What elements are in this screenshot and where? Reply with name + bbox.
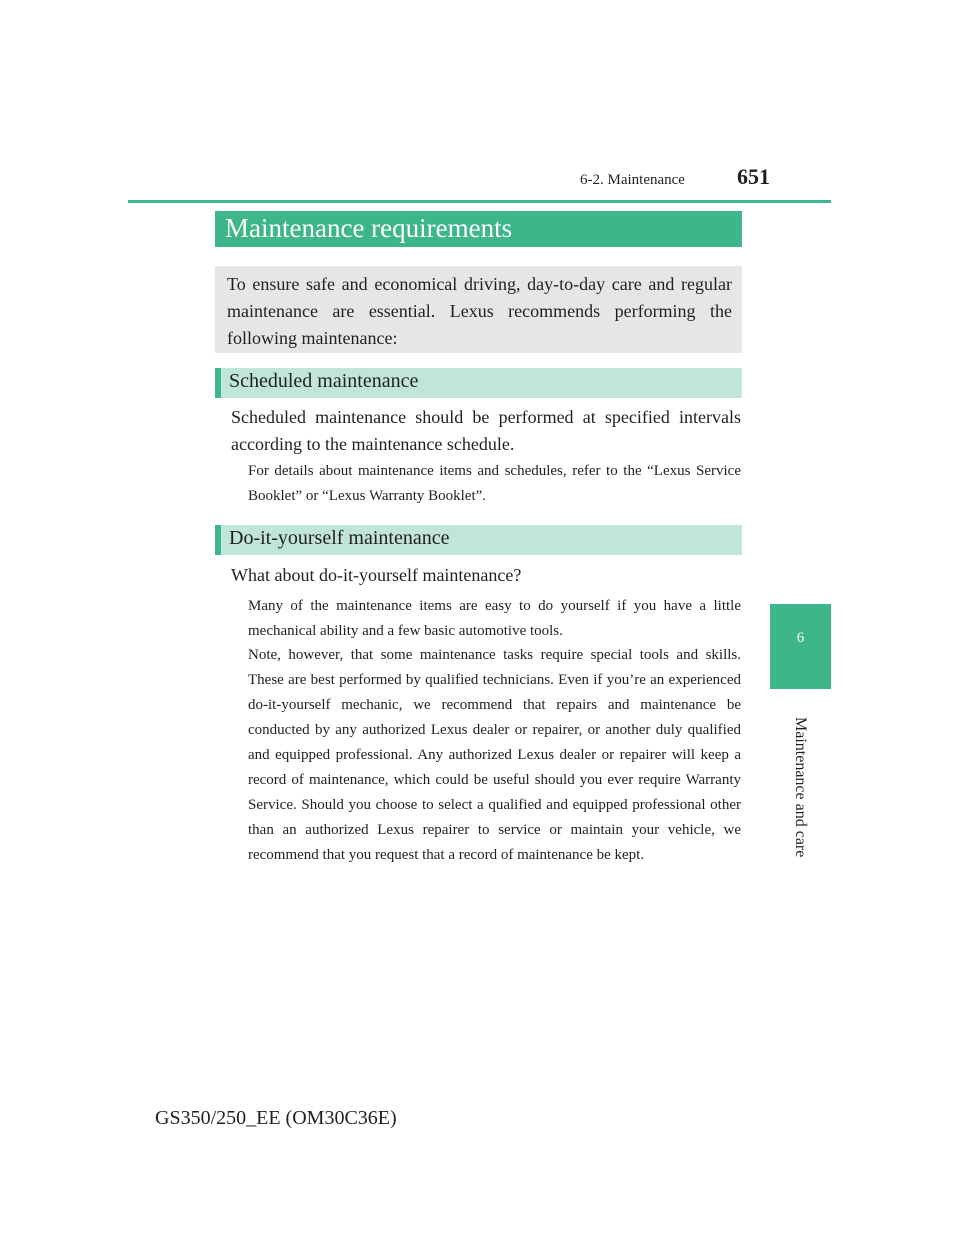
diy-note-1: Many of the maintenance items are easy to do yourself if you have a little mechanical ability and a few basic automotive tools. (248, 598, 741, 639)
diy-body: What about do-it-yourself maintenance? (231, 565, 522, 585)
scheduled-body: Scheduled maintenance should be performed at specified intervals according to the maintenance schedule. (231, 407, 741, 454)
section-title: 6-2. Maintenance (580, 172, 685, 188)
model-code: GS350/250_EE (OM30C36E) (155, 1107, 397, 1129)
intro-box (215, 266, 742, 353)
header-divider (128, 200, 831, 203)
chapter-tab (770, 604, 831, 689)
scheduled-heading-text: Scheduled maintenance (229, 370, 419, 392)
page-title: Maintenance requirements (225, 213, 513, 243)
chapter-label: Maintenance and care (792, 717, 809, 858)
diy-maintenance-heading (215, 525, 742, 555)
page-title-bar (215, 211, 742, 247)
scheduled-note: For details about maintenance items and schedules, refer to the “Lexus Service Booklet” or “Lexus Warranty Booklet”. (248, 463, 741, 504)
diy-note-2: Note, however, that some maintenance tasks require special tools and skills. These are best performed by qualified technicians. Even if you’re an experienced do-it-yourself mechanic, we recommend that repairs and maintenance be conducted by any authorized Lexus dealer or repairer, or another duly qualified and equipped professional. Any authorized Lexus dealer or repairer will keep a record of maintenance, which could be useful should you ever require Warranty Service. Should you choose to select a qualified and equipped professional other than an authorized Lexus repairer to service or maintain your vehicle, we recommend that you request that a record of maintenance be kept. (248, 647, 741, 863)
intro-text: To ensure safe and economical driving, day-to-day care and regular maintenance are essential. Lexus recommends performing the following maintenance: (227, 274, 732, 348)
page-number: 651 (737, 164, 770, 189)
diy-heading-text: Do-it-yourself maintenance (229, 527, 450, 549)
heading-accent-bar (215, 368, 221, 398)
heading-accent-bar (215, 525, 221, 555)
scheduled-maintenance-heading (215, 368, 742, 398)
chapter-number: 6 (796, 630, 805, 646)
